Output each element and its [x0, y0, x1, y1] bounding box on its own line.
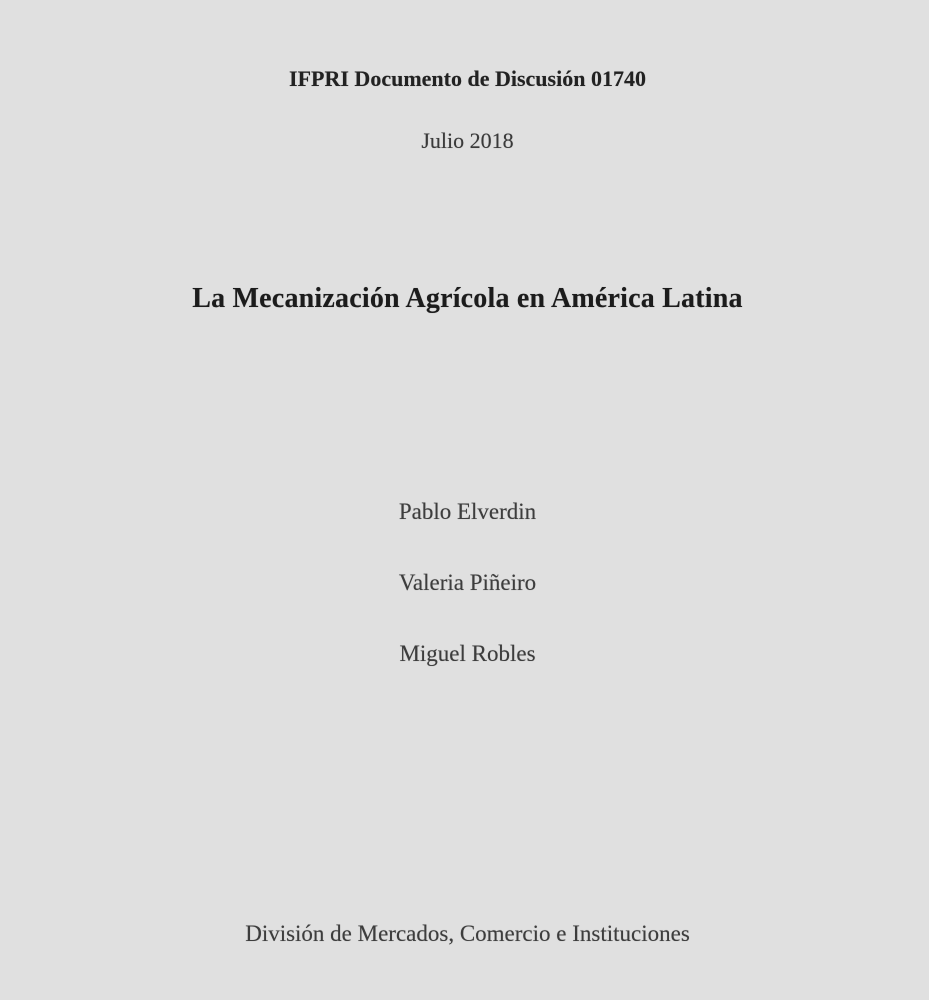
author-name: Miguel Robles [399, 641, 536, 666]
series-heading: IFPRI Documento de Discusión 01740 [289, 66, 646, 91]
publication-date: Julio 2018 [421, 128, 514, 153]
division-name: División de Mercados, Comercio e Instituciones [245, 921, 690, 946]
author-name: Valeria Piñeiro [398, 570, 537, 595]
author-name: Pablo Elverdin [398, 499, 537, 524]
paper-title: La Mecanización Agrícola en América Latina [192, 283, 743, 314]
